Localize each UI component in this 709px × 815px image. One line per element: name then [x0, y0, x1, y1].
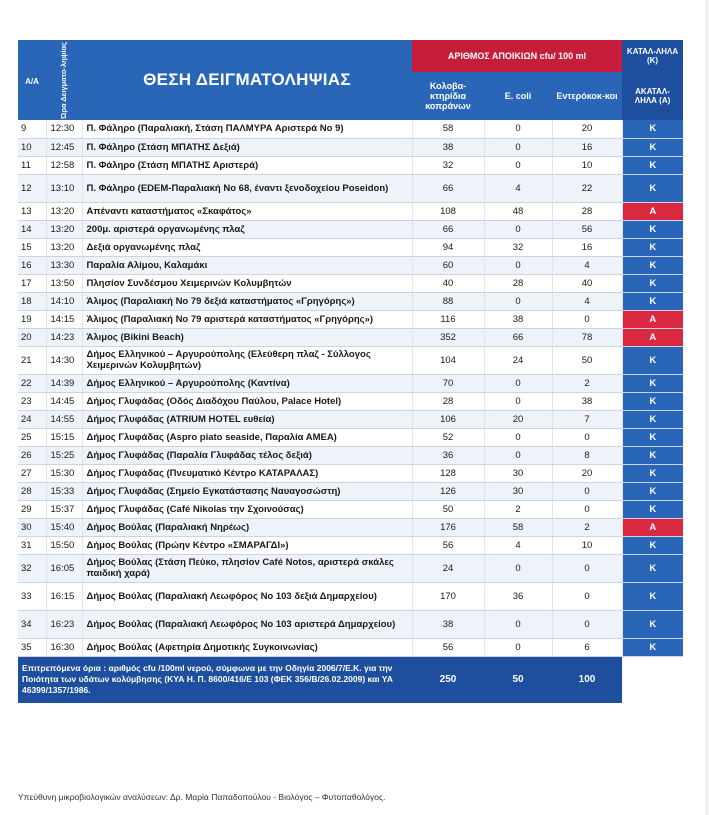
row-location: Δήμος Γλυφάδας (Café Nikolas την Σχοινούσας) — [82, 500, 412, 518]
row-enterococci: 20 — [552, 464, 622, 482]
table-row — [18, 464, 683, 482]
row-time: 16:23 — [46, 610, 82, 638]
analyst-credit: Υπεύθυνη μικροβιολογικών αναλύσεων: Δρ. Μαρία Παπαδοπούλου - Βιολόγος – Φυτοπαθολόγος. — [18, 792, 386, 802]
row-number: 17 — [18, 274, 46, 292]
page-edge — [705, 0, 709, 815]
row-ecoli: 24 — [484, 346, 552, 374]
row-number: 15 — [18, 238, 46, 256]
table-row — [18, 346, 683, 374]
row-location: Δήμος Γλυφάδας (Οδός Διαδόχου Παύλου, Palace Hotel) — [82, 392, 412, 410]
row-time: 14:45 — [46, 392, 82, 410]
table-row — [18, 410, 683, 428]
row-enterococci: 16 — [552, 138, 622, 156]
table-row — [18, 536, 683, 554]
row-number: 25 — [18, 428, 46, 446]
row-number: 31 — [18, 536, 46, 554]
row-location: Άλιμος (Bikini Beach) — [82, 328, 412, 346]
row-ecoli: 0 — [484, 138, 552, 156]
row-number: 29 — [18, 500, 46, 518]
row-coliforms: 28 — [412, 392, 484, 410]
row-enterococci: 40 — [552, 274, 622, 292]
row-result: Α — [622, 310, 683, 328]
row-ecoli: 32 — [484, 238, 552, 256]
row-result: Κ — [622, 464, 683, 482]
table-row — [18, 582, 683, 610]
row-coliforms: 38 — [412, 610, 484, 638]
row-time: 15:25 — [46, 446, 82, 464]
row-location: Δήμος Γλυφάδας (Aspro piato seaside, Παραλία ΑΜΕΑ) — [82, 428, 412, 446]
row-result: Α — [622, 518, 683, 536]
row-number: 23 — [18, 392, 46, 410]
row-number: 33 — [18, 582, 46, 610]
row-location: Δήμος Γλυφάδας (ATRIUM HOTEL ευθεία) — [82, 410, 412, 428]
results-sheet — [18, 40, 683, 703]
row-time: 13:20 — [46, 238, 82, 256]
table-row — [18, 428, 683, 446]
table-row — [18, 310, 683, 328]
row-coliforms: 60 — [412, 256, 484, 274]
row-coliforms: 32 — [412, 156, 484, 174]
row-result: Κ — [622, 374, 683, 392]
row-enterococci: 0 — [552, 428, 622, 446]
row-enterococci: 0 — [552, 554, 622, 582]
row-location: Π. Φάληρο (Στάση ΜΠΑΤΗΣ Δεξιά) — [82, 138, 412, 156]
row-time: 14:10 — [46, 292, 82, 310]
row-coliforms: 88 — [412, 292, 484, 310]
row-location: 200μ. αριστερά οργανωμένης πλαζ — [82, 220, 412, 238]
table-row — [18, 328, 683, 346]
limits-row — [18, 656, 683, 703]
table-row — [18, 638, 683, 656]
row-coliforms: 56 — [412, 536, 484, 554]
row-number: 21 — [18, 346, 46, 374]
row-enterococci: 4 — [552, 292, 622, 310]
row-enterococci: 10 — [552, 156, 622, 174]
results-table — [18, 40, 683, 703]
row-result: Κ — [622, 410, 683, 428]
table-row — [18, 292, 683, 310]
row-result: Κ — [622, 554, 683, 582]
row-result: Κ — [622, 392, 683, 410]
row-enterococci: 4 — [552, 256, 622, 274]
row-time: 13:20 — [46, 202, 82, 220]
row-ecoli: 0 — [484, 256, 552, 274]
row-number: 35 — [18, 638, 46, 656]
row-time: 16:30 — [46, 638, 82, 656]
row-number: 20 — [18, 328, 46, 346]
row-number: 22 — [18, 374, 46, 392]
row-enterococci: 0 — [552, 310, 622, 328]
row-location: Παραλία Αλίμου, Καλαμάκι — [82, 256, 412, 274]
row-ecoli: 36 — [484, 582, 552, 610]
table-row — [18, 446, 683, 464]
row-ecoli: 0 — [484, 446, 552, 464]
row-ecoli: 0 — [484, 638, 552, 656]
row-coliforms: 66 — [412, 174, 484, 202]
row-time: 15:30 — [46, 464, 82, 482]
header-time: Ώρα Δειγματο-ληψίας — [46, 40, 82, 120]
table-row — [18, 174, 683, 202]
row-enterococci: 2 — [552, 374, 622, 392]
row-enterococci: 50 — [552, 346, 622, 374]
row-result: Α — [622, 328, 683, 346]
row-coliforms: 50 — [412, 500, 484, 518]
row-number: 9 — [18, 120, 46, 138]
row-time: 14:39 — [46, 374, 82, 392]
row-result: Κ — [622, 446, 683, 464]
row-location: Δήμος Βούλας (Πρώην Κέντρο «ΣΜΑΡΑΓΔΙ») — [82, 536, 412, 554]
row-number: 34 — [18, 610, 46, 638]
row-location: Δήμος Γλυφάδας (Σημείο Εγκατάστασης Ναυαγοσώστη) — [82, 482, 412, 500]
row-enterococci: 28 — [552, 202, 622, 220]
row-enterococci: 0 — [552, 582, 622, 610]
row-number: 18 — [18, 292, 46, 310]
row-result: Κ — [622, 482, 683, 500]
row-time: 15:40 — [46, 518, 82, 536]
row-location: Πλησίον Συνδέσμου Χειμερινών Κολυμβητών — [82, 274, 412, 292]
row-number: 12 — [18, 174, 46, 202]
row-time: 15:15 — [46, 428, 82, 446]
row-number: 11 — [18, 156, 46, 174]
header-coliforms: Κολοβα-κτηρίδια κοπράνων — [412, 72, 484, 120]
limit-coliforms: 250 — [412, 656, 484, 703]
row-enterococci: 0 — [552, 610, 622, 638]
row-ecoli: 48 — [484, 202, 552, 220]
row-result: Κ — [622, 220, 683, 238]
row-ecoli: 0 — [484, 428, 552, 446]
row-time: 12:45 — [46, 138, 82, 156]
row-ecoli: 4 — [484, 536, 552, 554]
row-time: 13:10 — [46, 174, 82, 202]
row-enterococci: 78 — [552, 328, 622, 346]
row-coliforms: 24 — [412, 554, 484, 582]
row-result: Κ — [622, 156, 683, 174]
header-colonies: ΑΡΙΘΜΟΣ ΑΠΟΙΚΙΩΝ cfu/ 100 ml — [412, 40, 622, 72]
header-aa: Α/Α — [18, 40, 46, 120]
row-time: 14:23 — [46, 328, 82, 346]
row-coliforms: 170 — [412, 582, 484, 610]
row-result: Κ — [622, 256, 683, 274]
table-row — [18, 482, 683, 500]
row-location: Δήμος Βούλας (Παραλιακή Νηρέως) — [82, 518, 412, 536]
table-row — [18, 138, 683, 156]
row-location: Δήμος Γλυφάδας (Πνευματικό Κέντρο ΚΑΤΑΡΑΛΑΣ) — [82, 464, 412, 482]
row-time: 15:50 — [46, 536, 82, 554]
row-time: 13:30 — [46, 256, 82, 274]
row-ecoli: 0 — [484, 554, 552, 582]
row-ecoli: 30 — [484, 464, 552, 482]
limits-text: Επιτρεπόμενα όρια : αριθμός cfu /100ml νερού, σύμφωνα με την Οδηγία 2006/7/Ε.Κ. για την Ποιότητα των υδάτων κολύμβησης (ΚΥΑ Η. Π. 8600/416/Ε 103 (ΦΕΚ 356/Β/26.02.2009) και ΥΑ 46399/1357/1986. — [18, 656, 412, 703]
row-coliforms: 104 — [412, 346, 484, 374]
row-location: Δήμος Βούλας (Παραλιακή Λεωφόρος Νο 103 δεξιά Δημαρχείου) — [82, 582, 412, 610]
row-result: Κ — [622, 274, 683, 292]
row-result: Κ — [622, 120, 683, 138]
row-coliforms: 128 — [412, 464, 484, 482]
row-enterococci: 6 — [552, 638, 622, 656]
row-ecoli: 58 — [484, 518, 552, 536]
table-body — [18, 120, 683, 656]
row-time: 16:05 — [46, 554, 82, 582]
row-enterococci: 8 — [552, 446, 622, 464]
table-row — [18, 610, 683, 638]
row-number: 10 — [18, 138, 46, 156]
row-time: 15:37 — [46, 500, 82, 518]
row-result: Κ — [622, 346, 683, 374]
row-time: 16:15 — [46, 582, 82, 610]
table-row — [18, 554, 683, 582]
row-coliforms: 40 — [412, 274, 484, 292]
row-number: 27 — [18, 464, 46, 482]
row-result: Κ — [622, 292, 683, 310]
table-row — [18, 156, 683, 174]
row-location: Άλιμος (Παραλιακή Νο 79 δεξιά καταστήματος «Γρηγόρης») — [82, 292, 412, 310]
row-location: Π. Φάληρο (EDEM-Παραλιακή Νο 68, έναντι ξενοδοχείου Poseidon) — [82, 174, 412, 202]
row-ecoli: 20 — [484, 410, 552, 428]
row-ecoli: 28 — [484, 274, 552, 292]
table-row — [18, 220, 683, 238]
row-location: Απέναντι καταστήματος «Σκαφάτος» — [82, 202, 412, 220]
header-ecoli: E. coli — [484, 72, 552, 120]
row-result: Κ — [622, 138, 683, 156]
table-row — [18, 202, 683, 220]
table-row — [18, 274, 683, 292]
row-location: Δήμος Ελληνικού – Αργυρούπολης (Καντίνα) — [82, 374, 412, 392]
row-location: Δεξιά οργανωμένης πλαζ — [82, 238, 412, 256]
row-ecoli: 0 — [484, 292, 552, 310]
row-location: Π. Φάληρο (Στάση ΜΠΑΤΗΣ Αριστερά) — [82, 156, 412, 174]
row-time: 13:20 — [46, 220, 82, 238]
row-number: 24 — [18, 410, 46, 428]
row-time: 15:33 — [46, 482, 82, 500]
row-ecoli: 30 — [484, 482, 552, 500]
row-result: Κ — [622, 536, 683, 554]
table-row — [18, 374, 683, 392]
row-coliforms: 352 — [412, 328, 484, 346]
row-number: 28 — [18, 482, 46, 500]
row-location: Δήμος Γλυφάδας (Παραλία Γλυφάδας τέλος δεξιά) — [82, 446, 412, 464]
header-enterococci: Εντερόκοκ-κοι — [552, 72, 622, 120]
row-ecoli: 66 — [484, 328, 552, 346]
row-time: 14:55 — [46, 410, 82, 428]
row-ecoli: 4 — [484, 174, 552, 202]
row-result: Κ — [622, 238, 683, 256]
limit-blank — [622, 656, 683, 703]
row-result: Κ — [622, 500, 683, 518]
row-enterococci: 7 — [552, 410, 622, 428]
row-coliforms: 70 — [412, 374, 484, 392]
table-row — [18, 392, 683, 410]
header-location: ΘΕΣΗ ΔΕΙΓΜΑΤΟΛΗΨΙΑΣ — [82, 40, 412, 120]
row-result: Κ — [622, 428, 683, 446]
row-coliforms: 176 — [412, 518, 484, 536]
row-number: 26 — [18, 446, 46, 464]
row-ecoli: 2 — [484, 500, 552, 518]
row-ecoli: 0 — [484, 374, 552, 392]
row-coliforms: 52 — [412, 428, 484, 446]
row-ecoli: 38 — [484, 310, 552, 328]
row-coliforms: 116 — [412, 310, 484, 328]
row-ecoli: 0 — [484, 156, 552, 174]
row-result: Κ — [622, 174, 683, 202]
row-number: 19 — [18, 310, 46, 328]
row-time: 12:58 — [46, 156, 82, 174]
row-ecoli: 0 — [484, 392, 552, 410]
row-location: Δήμος Βούλας (Αφετηρία Δημοτικής Συγκοινωνίας) — [82, 638, 412, 656]
row-coliforms: 66 — [412, 220, 484, 238]
limit-ecoli: 50 — [484, 656, 552, 703]
row-enterococci: 2 — [552, 518, 622, 536]
row-number: 14 — [18, 220, 46, 238]
row-coliforms: 56 — [412, 638, 484, 656]
row-enterococci: 16 — [552, 238, 622, 256]
row-coliforms: 94 — [412, 238, 484, 256]
row-ecoli: 0 — [484, 220, 552, 238]
row-coliforms: 38 — [412, 138, 484, 156]
row-number: 30 — [18, 518, 46, 536]
row-coliforms: 36 — [412, 446, 484, 464]
row-enterococci: 0 — [552, 500, 622, 518]
row-enterococci: 56 — [552, 220, 622, 238]
row-ecoli: 0 — [484, 120, 552, 138]
row-enterococci: 10 — [552, 536, 622, 554]
row-time: 14:15 — [46, 310, 82, 328]
row-number: 13 — [18, 202, 46, 220]
row-location: Π. Φάληρο (Παραλιακή, Στάση ΠΑΛΜΥΡΑ Αριστερά Νο 9) — [82, 120, 412, 138]
table-row — [18, 518, 683, 536]
row-location: Άλιμος (Παραλιακή Νο 79 αριστερά καταστήματος «Γρηγόρης») — [82, 310, 412, 328]
row-location: Δήμος Βούλας (Στάση Πεύκο, πλησίον Café Notos, αριστερά σκάλες παιδική χαρά) — [82, 554, 412, 582]
row-result: Κ — [622, 582, 683, 610]
row-enterococci: 20 — [552, 120, 622, 138]
row-coliforms: 126 — [412, 482, 484, 500]
row-coliforms: 106 — [412, 410, 484, 428]
row-enterococci: 0 — [552, 482, 622, 500]
row-location: Δήμος Ελληνικού – Αργυρούπολης (Ελεύθερη πλαζ - Σύλλογος Χειμερινών Κολυμβητών) — [82, 346, 412, 374]
row-coliforms: 58 — [412, 120, 484, 138]
table-row — [18, 120, 683, 138]
row-time: 13:50 — [46, 274, 82, 292]
row-result: Α — [622, 202, 683, 220]
row-time: 12:30 — [46, 120, 82, 138]
header-unsuitable: ΑΚΑΤΑΛ-ΛΗΛΑ (Α) — [622, 72, 683, 120]
row-result: Κ — [622, 638, 683, 656]
row-number: 16 — [18, 256, 46, 274]
row-ecoli: 0 — [484, 610, 552, 638]
table-row — [18, 256, 683, 274]
table-row — [18, 500, 683, 518]
row-enterococci: 22 — [552, 174, 622, 202]
row-result: Κ — [622, 610, 683, 638]
row-location: Δήμος Βούλας (Παραλιακή Λεωφόρος Νο 103 αριστερά Δημαρχείου) — [82, 610, 412, 638]
header-suitable: ΚΑΤΑΛ-ΛΗΛΑ (Κ) — [622, 40, 683, 72]
table-row — [18, 238, 683, 256]
row-time: 14:30 — [46, 346, 82, 374]
limit-enterococci: 100 — [552, 656, 622, 703]
row-coliforms: 108 — [412, 202, 484, 220]
row-enterococci: 38 — [552, 392, 622, 410]
row-number: 32 — [18, 554, 46, 582]
